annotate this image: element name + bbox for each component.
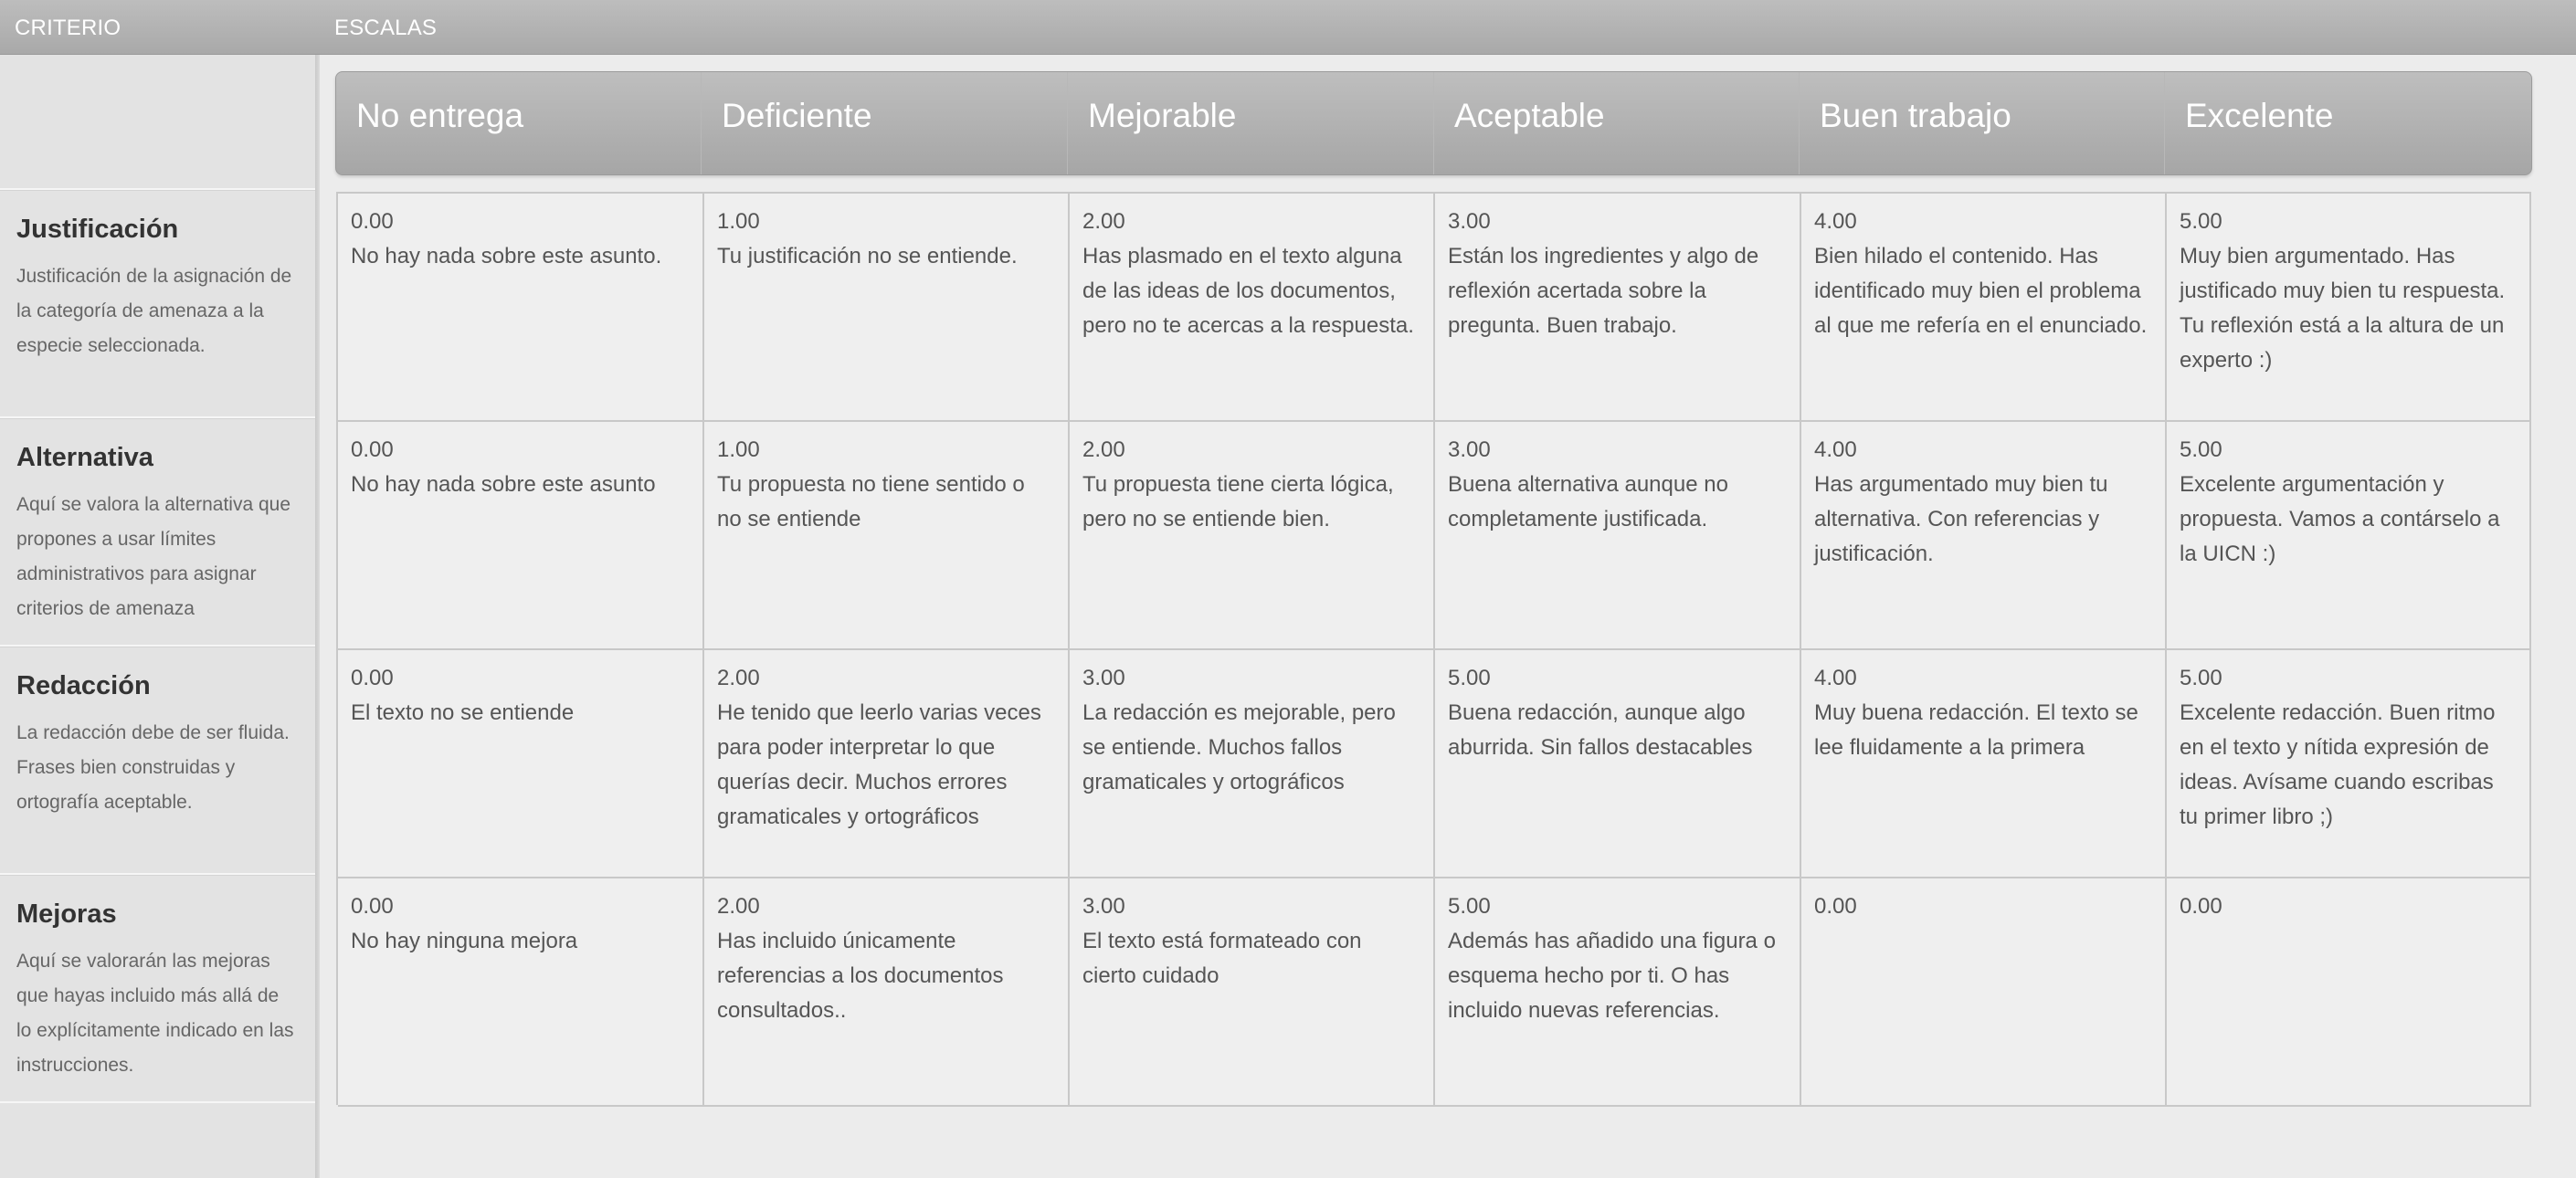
- scale-aceptable: Aceptable: [1434, 72, 1800, 174]
- rubric-grid: [336, 192, 2531, 1105]
- scale-buen-trabajo: Buen trabajo: [1800, 72, 2165, 174]
- level-cell[interactable]: [1801, 194, 2167, 422]
- level-text: El texto no se entiende: [351, 700, 575, 725]
- level-text: Has argumentado muy bien tu alternativa. Con referencias y justificación.: [1814, 472, 2108, 566]
- level-cell[interactable]: [2167, 878, 2531, 1107]
- level-score: 4.00: [1814, 437, 1857, 462]
- level-text: Tu justificación no se entiende.: [717, 244, 1018, 268]
- criterion-alternativa: [0, 418, 315, 647]
- level-cell[interactable]: [338, 422, 704, 650]
- criterion-description: Aquí se valora la alternativa que propones a usar límites administrativos para asignar criterios de amenaza: [16, 494, 291, 619]
- level-text: Excelente redacción. Buen ritmo en el texto y nítida expresión de ideas. Avísame cuando escribas tu primer libro ;): [2180, 700, 2496, 829]
- level-cell[interactable]: [1070, 650, 1435, 878]
- scale-mejorable: Mejorable: [1068, 72, 1434, 174]
- level-score: 0.00: [351, 666, 394, 690]
- level-text: Buena alternativa aunque no completamente justificada.: [1448, 472, 1728, 531]
- level-score: 0.00: [1814, 894, 1857, 919]
- criterion-title: Mejoras: [16, 899, 117, 929]
- criterion-title: Redacción: [16, 671, 151, 700]
- level-text: El texto está formateado con cierto cuidado: [1082, 929, 1362, 988]
- rubric-row-justificacion: [338, 194, 2531, 422]
- scale-excelente: Excelente: [2185, 97, 2334, 134]
- level-score: 5.00: [2180, 209, 2222, 234]
- level-score: 3.00: [1448, 437, 1491, 462]
- scale-deficiente: Deficiente: [702, 72, 1068, 174]
- level-score: 5.00: [2180, 666, 2222, 690]
- level-cell[interactable]: [1070, 878, 1435, 1107]
- level-score: 3.00: [1448, 209, 1491, 234]
- level-score: 4.00: [1814, 666, 1857, 690]
- escalas-header: ESCALAS: [334, 16, 438, 40]
- level-cell[interactable]: [338, 878, 704, 1107]
- level-text: No hay ninguna mejora: [351, 929, 578, 953]
- level-text: Has incluido únicamente referencias a los documentos consultados..: [717, 929, 1004, 1023]
- level-cell[interactable]: [338, 650, 704, 878]
- scale-header: [335, 71, 2532, 175]
- criterion-title: Alternativa: [16, 443, 153, 472]
- level-cell[interactable]: [1435, 194, 1801, 422]
- level-text: No hay nada sobre este asunto: [351, 472, 656, 497]
- level-text: He tenido que leerlo varias veces para poder interpretar lo que querías decir. Muchos errores gramaticales y ortográficos: [717, 700, 1041, 829]
- level-cell[interactable]: [1801, 650, 2167, 878]
- level-cell[interactable]: [1801, 878, 2167, 1107]
- level-score: 0.00: [2180, 894, 2222, 919]
- level-text: Has plasmado en el texto alguna de las ideas de los documentos, pero no te acercas a la respuesta.: [1082, 244, 1414, 338]
- criterio-header: CRITERIO: [15, 16, 121, 40]
- level-text: Además has añadido una figura o esquema hecho por ti. O has incluido nuevas referencias.: [1448, 929, 1776, 1023]
- sidebar-divider: [315, 55, 320, 1178]
- criterion-title: Justificación: [16, 215, 179, 244]
- level-cell[interactable]: [1435, 422, 1801, 650]
- criterion-description: La redacción debe de ser fluida. Frases bien construidas y ortografía aceptable.: [16, 722, 290, 813]
- level-text: Bien hilado el contenido. Has identificado muy bien el problema al que me refería en el enunciado.: [1814, 244, 2148, 338]
- level-text: La redacción es mejorable, pero se entiende. Muchos fallos gramaticales y ortográficos: [1082, 700, 1396, 794]
- level-score: 3.00: [1082, 894, 1125, 919]
- level-text: Muy buena redacción. El texto se lee fluidamente a la primera: [1814, 700, 2138, 760]
- rubric-row-redaccion: [338, 650, 2531, 878]
- rubric-row-alternativa: [338, 422, 2531, 650]
- level-cell[interactable]: [1435, 650, 1801, 878]
- level-cell[interactable]: [2167, 650, 2531, 878]
- criterion-justificacion: [0, 190, 315, 418]
- level-cell[interactable]: [1070, 422, 1435, 650]
- level-text: Tu propuesta tiene cierta lógica, pero no se entiende bien.: [1082, 472, 1394, 531]
- criterion-description: Aquí se valorarán las mejoras que hayas incluido más allá de lo explícitamente indicado en las instrucciones.: [16, 951, 294, 1076]
- level-cell[interactable]: [1435, 878, 1801, 1107]
- criterion-redaccion: [0, 647, 315, 875]
- level-score: 0.00: [351, 894, 394, 919]
- level-text: Tu propuesta no tiene sentido o no se entiende: [717, 472, 1025, 531]
- level-score: 2.00: [717, 894, 760, 919]
- level-cell[interactable]: [338, 194, 704, 422]
- level-score: 1.00: [717, 209, 760, 234]
- level-score: 1.00: [717, 437, 760, 462]
- level-cell[interactable]: [704, 194, 1070, 422]
- criteria-header-spacer: [0, 55, 315, 190]
- level-text: Muy bien argumentado. Has justificado muy bien tu respuesta. Tu reflexión está a la altura de un experto :): [2180, 244, 2506, 373]
- level-cell[interactable]: [704, 878, 1070, 1107]
- column-header-bar: [0, 0, 2576, 55]
- level-score: 5.00: [2180, 437, 2222, 462]
- level-score: 5.00: [1448, 666, 1491, 690]
- level-cell[interactable]: [704, 650, 1070, 878]
- level-score: 0.00: [351, 209, 394, 234]
- level-text: Excelente argumentación y propuesta. Vamos a contárselo a la UICN :): [2180, 472, 2500, 566]
- criterion-mejoras: [0, 875, 315, 1103]
- level-score: 0.00: [351, 437, 394, 462]
- level-score: 5.00: [1448, 894, 1491, 919]
- level-text: No hay nada sobre este asunto.: [351, 244, 662, 268]
- level-text: Buena redacción, aunque algo aburrida. Sin fallos destacables: [1448, 700, 1753, 760]
- level-score: 3.00: [1082, 666, 1125, 690]
- criterion-description: Justificación de la asignación de la categoría de amenaza a la especie seleccionada.: [16, 266, 292, 356]
- level-cell[interactable]: [2167, 194, 2531, 422]
- level-score: 4.00: [1814, 209, 1857, 234]
- rubric-row-mejoras: [338, 878, 2531, 1107]
- level-cell[interactable]: [1070, 194, 1435, 422]
- level-score: 2.00: [1082, 437, 1125, 462]
- level-score: 2.00: [717, 666, 760, 690]
- level-score: 2.00: [1082, 209, 1125, 234]
- level-cell[interactable]: [1801, 422, 2167, 650]
- level-text: Están los ingredientes y algo de reflexión acertada sobre la pregunta. Buen trabajo.: [1448, 244, 1759, 338]
- level-cell[interactable]: [704, 422, 1070, 650]
- scale-no-entrega: No entrega: [336, 72, 702, 174]
- level-cell[interactable]: [2167, 422, 2531, 650]
